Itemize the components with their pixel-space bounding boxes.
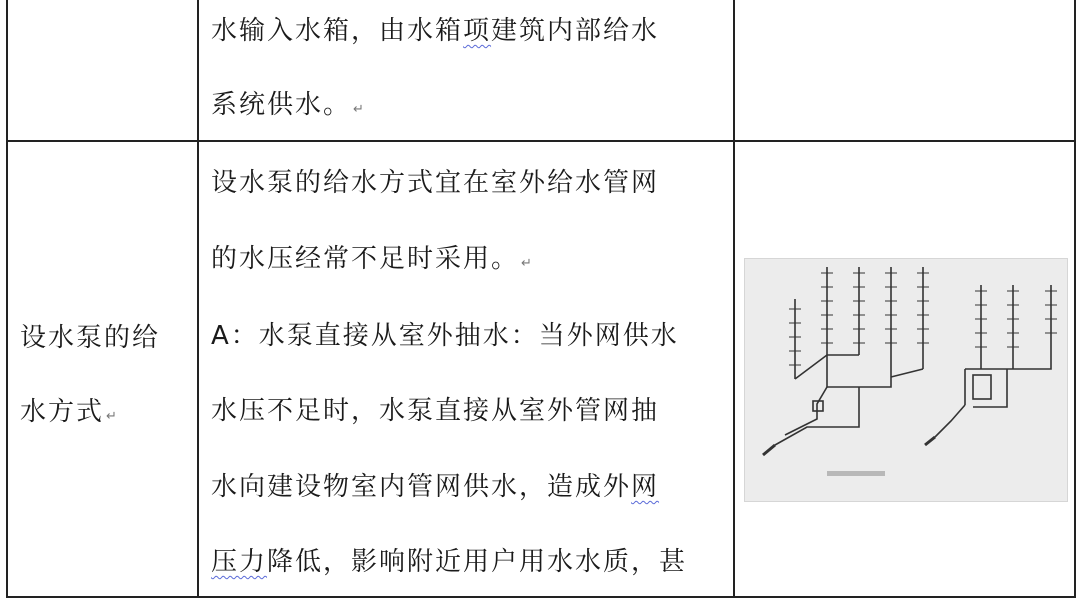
- water-pump-piping-diagram: [744, 258, 1068, 502]
- table-right-border: [1074, 0, 1076, 598]
- row2-content-line-5: 水向建设物室内管网供水，造成外网: [211, 472, 660, 502]
- row2-content-line-3: A：水泵直接从室外抽水：当外网供水: [211, 321, 679, 351]
- row2-content-line-2: 的水压经常不足时采用。 ↵: [211, 244, 534, 274]
- row2-content-line-6: 压力降低，影响附近用户用水水质，甚: [211, 547, 688, 577]
- piping-diagram-svg: [745, 259, 1067, 501]
- row2-content-line-4: 水压不足时，水泵直接从室外管网抽: [211, 396, 660, 426]
- row-divider: [6, 140, 1076, 142]
- paragraph-mark: ↵: [106, 409, 119, 424]
- column-divider-2: [733, 0, 735, 598]
- table-bottom-border: [6, 596, 1076, 598]
- paragraph-mark: ↵: [353, 102, 366, 117]
- row2-label-line-1: 设水泵的给: [20, 323, 161, 353]
- row2-label-line-2: 水方式 ↵: [20, 397, 119, 427]
- diagram-caption: [827, 471, 885, 476]
- row2-content-line-1: 设水泵的给水方式宜在室外给水管网: [211, 168, 660, 198]
- row1-line-1: 水输入水箱，由水箱项建筑内部给水: [211, 16, 660, 46]
- row1-line-2: 系统供水。 ↵: [211, 90, 366, 120]
- column-divider-1: [197, 0, 199, 598]
- table-left-border: [6, 0, 8, 598]
- paragraph-mark: ↵: [521, 256, 534, 271]
